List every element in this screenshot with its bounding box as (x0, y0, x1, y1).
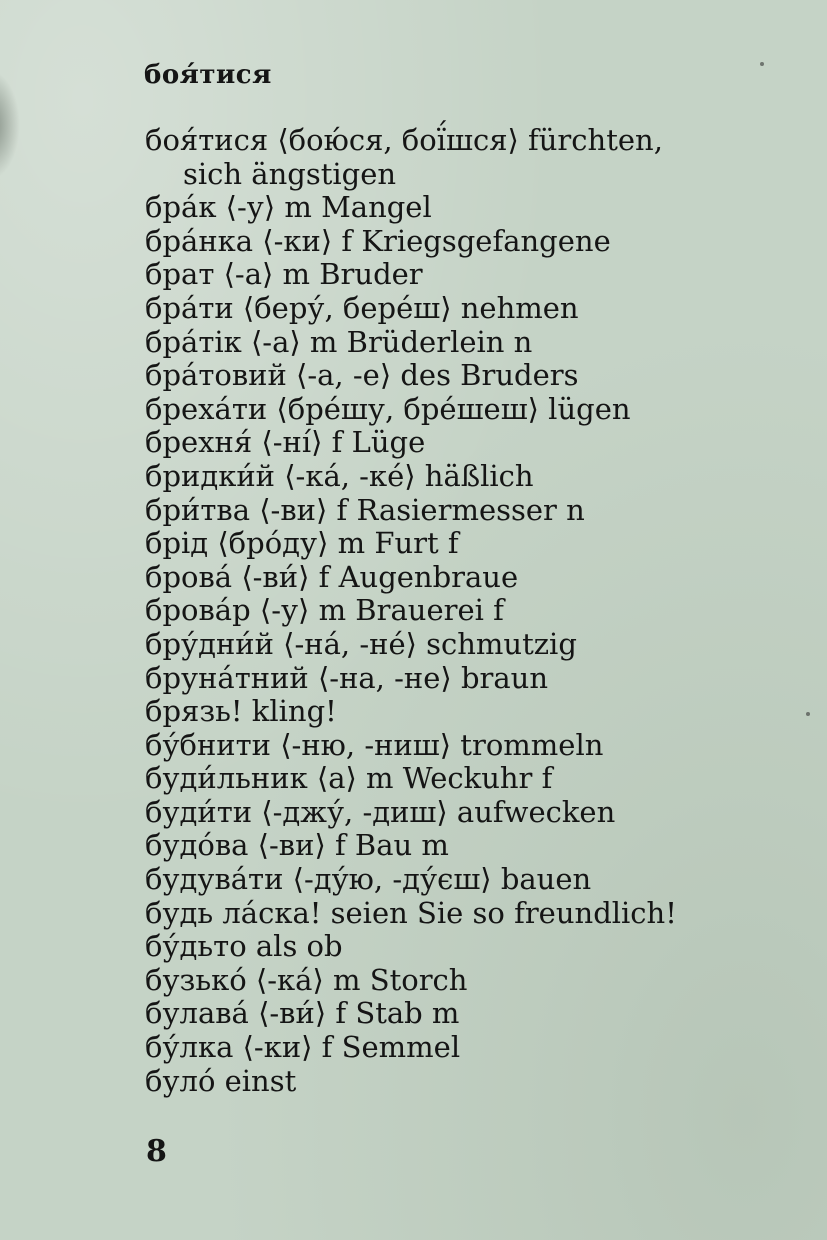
gutter-shadow (0, 70, 20, 180)
dictionary-entry: будува́ти ⟨-ду́ю, -ду́єш⟩ bauen (145, 862, 592, 897)
dictionary-entry: буди́ти ⟨-джу́, -диш⟩ aufwecken (145, 794, 616, 829)
paper-speck (760, 62, 764, 66)
dictionary-entry: бра́тік ⟨-а⟩ m Brüderlein n (145, 324, 533, 359)
dictionary-entry: буди́льник ⟨а⟩ m Weckuhr f (145, 761, 553, 796)
dictionary-entry: бу́дьто als ob (145, 929, 343, 964)
dictionary-entry: брат ⟨-а⟩ m Bruder (145, 257, 423, 292)
dictionary-entry: брід ⟨бро́ду⟩ m Furt f (145, 526, 459, 561)
dictionary-entry: брязь! kling! (145, 694, 337, 729)
running-head: боя́тися (144, 60, 272, 90)
dictionary-entry: бруна́тний ⟨-на, -не⟩ braun (145, 660, 549, 695)
dictionary-entry: будо́ва ⟨-ви⟩ f Bau m (145, 828, 449, 863)
dictionary-entry: брова́ ⟨-ви́⟩ f Augenbraue (145, 559, 519, 594)
page-number: 8 (146, 1134, 167, 1169)
dictionary-entry: бра́к ⟨-у⟩ m Mangel (145, 190, 432, 225)
entry-first-line: боя́тися ⟨бою́ся, бої́шся⟩ fürchten, (145, 123, 663, 157)
dictionary-entry: бреха́ти ⟨бре́шу, бре́шеш⟩ lügen (145, 391, 631, 426)
dictionary-entry (145, 124, 815, 191)
dictionary-entry: бра́нка ⟨-ки⟩ f Kriegsgefangene (145, 223, 611, 258)
dictionary-entry: брехня́ ⟨-ні́⟩ f Lüge (145, 425, 426, 460)
dictionary-entries (145, 124, 815, 1098)
dictionary-entry: бра́товий ⟨-а, -е⟩ des Bruders (145, 358, 579, 393)
dictionary-entry: бра́ти ⟨беру́, бере́ш⟩ nehmen (145, 290, 579, 325)
entry-continuation-line: sich ängstigen (183, 156, 397, 191)
dictionary-entry: бридки́й ⟨-ка́, -ке́⟩ häßlich (145, 458, 534, 493)
dictionary-entry: бру́дни́й ⟨-на́, -не́⟩ schmutzig (145, 626, 577, 661)
dictionary-entry: бу́лка ⟨-ки⟩ f Semmel (145, 1030, 461, 1065)
dictionary-entry: було́ einst (145, 1063, 297, 1098)
dictionary-entry: бу́бнити ⟨-ню, -ниш⟩ trommeln (145, 727, 604, 762)
dictionary-entry: бузько́ ⟨-ка́⟩ m Storch (145, 962, 468, 997)
dictionary-entry: булава́ ⟨-ви́⟩ f Stab m (145, 996, 460, 1031)
dictionary-entry: будь ла́ска! seien Sie so freundlich! (145, 895, 677, 930)
dictionary-entry: бри́тва ⟨-ви⟩ f Rasiermesser n (145, 492, 585, 527)
dictionary-entry: брова́р ⟨-у⟩ m Brauerei f (145, 593, 504, 628)
